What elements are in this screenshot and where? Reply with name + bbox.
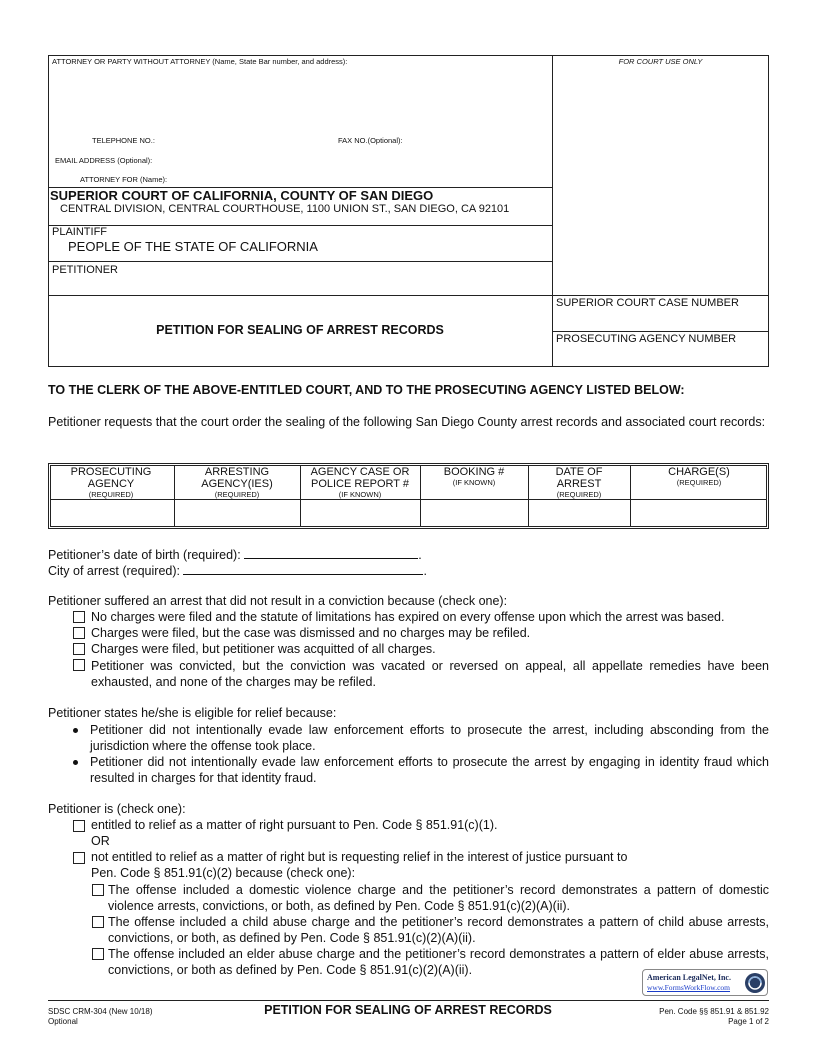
caption-hline bbox=[48, 295, 769, 296]
email-label: EMAIL ADDRESS (Optional): bbox=[55, 156, 153, 165]
arrest-intro: Petitioner suffered an arrest that did not result in a conviction because (check one): bbox=[48, 594, 508, 608]
attorney-for-label: ATTORNEY FOR (Name): bbox=[80, 175, 168, 184]
sub-option-checkbox[interactable] bbox=[92, 884, 104, 896]
sub-option-text: The offense included a domestic violence charge and the petitioner’s record demonstrates a pattern of domestic violence arrests, convictions, or both, as defined by Pen. Code § 851.91(c)(2)(A)(ii). bbox=[108, 883, 769, 913]
col-header-date-of-arrest bbox=[544, 466, 614, 500]
arrest-option-text: No charges were filed and the statute of limitations has expired on every offense upon which the arrest was based. bbox=[91, 610, 725, 624]
american-legalnet-logo[interactable] bbox=[642, 969, 768, 996]
footer-title: PETITION FOR SEALING OF ARREST RECORDS bbox=[264, 1003, 552, 1017]
caption-divider bbox=[552, 55, 553, 367]
col-note: (IF KNOWN) bbox=[338, 490, 382, 499]
eligible-intro: Petitioner states he/she is eligible for relief because: bbox=[48, 706, 337, 720]
arrest-option-text: Petitioner was convicted, but the conviction was vacated or reversed on appeal, all appellate remedies have been exhausted, and none of the charges may be refiled. bbox=[91, 659, 769, 689]
bullet-icon bbox=[73, 760, 78, 765]
footer-code: Pen. Code §§ 851.91 & 851.92 bbox=[659, 1007, 769, 1016]
agency-number-label: PROSECUTING AGENCY NUMBER bbox=[556, 333, 737, 345]
globe-icon bbox=[744, 972, 766, 994]
sub-option-text: The offense included a child abuse charge and the petitioner’s record demonstrates a pattern of child abuse arrests, convictions, or both, as defined by Pen. Code § 851.91(c)(2)(A)(ii). bbox=[108, 915, 769, 945]
caption-hline bbox=[48, 261, 552, 262]
col-label: AGENCY CASE OR POLICE REPORT # bbox=[310, 466, 410, 490]
cell-arresting-agency[interactable] bbox=[175, 500, 300, 526]
clerk-heading: TO THE CLERK OF THE ABOVE-ENTITLED COURT, AND TO THE PROSECUTING AGENCY LISTED BELOW: bbox=[48, 383, 685, 397]
right-option-checkbox[interactable] bbox=[73, 820, 85, 832]
col-header-charges bbox=[634, 466, 764, 488]
right-option-text: entitled to relief as a matter of right pursuant to Pen. Code § 851.91(c)(1). bbox=[91, 818, 498, 832]
interest-option-text: not entitled to relief as a matter of right but is requesting relief in the interest of justice pursuant to bbox=[91, 850, 628, 864]
city-row: City of arrest (required): . bbox=[48, 564, 427, 578]
col-label: DATE OF ARREST bbox=[555, 466, 603, 490]
footer-rule bbox=[48, 1000, 769, 1001]
dob-field[interactable] bbox=[244, 546, 418, 559]
petitioner-label: PETITIONER bbox=[52, 264, 119, 276]
col-header-booking bbox=[424, 466, 524, 488]
court-address: CENTRAL DIVISION, CENTRAL COURTHOUSE, 1100 UNION ST., SAN DIEGO, CA 92101 bbox=[60, 203, 510, 215]
telephone-label: TELEPHONE NO.: bbox=[92, 136, 155, 145]
city-field[interactable] bbox=[183, 562, 423, 575]
caption-hline bbox=[552, 331, 769, 332]
bullet-icon bbox=[73, 728, 78, 733]
col-label: CHARGE(S) bbox=[668, 466, 730, 478]
col-note: (REQUIRED) bbox=[676, 478, 722, 487]
footer-optional: Optional bbox=[48, 1017, 78, 1026]
arrest-option-text: Charges were filed, but petitioner was acquitted of all charges. bbox=[91, 642, 436, 656]
petitioner-is-intro: Petitioner is (check one): bbox=[48, 802, 186, 816]
or-text: OR bbox=[91, 834, 110, 848]
col-header-arresting-agency bbox=[184, 466, 290, 500]
cell-charges[interactable] bbox=[631, 500, 766, 526]
arrest-option-checkbox[interactable] bbox=[73, 627, 85, 639]
cell-case-report[interactable] bbox=[301, 500, 420, 526]
col-note: (REQUIRED) bbox=[556, 490, 602, 499]
col-note: (REQUIRED) bbox=[214, 490, 260, 499]
arrest-option-checkbox[interactable] bbox=[73, 611, 85, 623]
sub-option-checkbox[interactable] bbox=[92, 948, 104, 960]
col-header-case-report bbox=[304, 466, 416, 500]
arrest-option-text: Charges were filed, but the case was dismissed and no charges may be refiled. bbox=[91, 626, 531, 640]
city-label: City of arrest (required): bbox=[48, 564, 180, 578]
dob-label: Petitioner’s date of birth (required): bbox=[48, 548, 241, 562]
col-label: BOOKING # bbox=[443, 466, 505, 478]
col-label: PROSECUTING AGENCY bbox=[70, 466, 152, 490]
caption-hline bbox=[48, 225, 552, 226]
intro-paragraph: Petitioner requests that the court order the sealing of the following San Diego County arrest records and associated court records: bbox=[48, 415, 766, 429]
cell-date-of-arrest[interactable] bbox=[529, 500, 630, 526]
plaintiff-label: PLAINTIFF bbox=[52, 226, 108, 238]
case-number-label: SUPERIOR COURT CASE NUMBER bbox=[556, 297, 739, 309]
cell-booking[interactable] bbox=[421, 500, 528, 526]
eligible-bullet-text: Petitioner did not intentionally evade law enforcement efforts to prosecute the arrest by engaging in identity fraud which resulted in charges for that identity fraud. bbox=[90, 755, 769, 785]
sub-option-checkbox[interactable] bbox=[92, 916, 104, 928]
col-note: (REQUIRED) bbox=[88, 490, 134, 499]
logo-name: American LegalNet, Inc. bbox=[647, 973, 731, 982]
col-label: ARRESTING AGENCY(IES) bbox=[201, 466, 273, 490]
logo-url: www.FormsWorkFlow.com bbox=[647, 983, 731, 992]
fax-label: FAX NO.(Optional): bbox=[338, 136, 403, 145]
footer-form-id: SDSC CRM-304 (New 10/18) bbox=[48, 1007, 153, 1016]
interest-option-checkbox[interactable] bbox=[73, 852, 85, 864]
sub-option-text: The offense included an elder abuse charge and the petitioner’s record demonstrates a pattern of elder abuse arrests, convictions, or both as defined by Pen. Code § 851.91(c)(2)(A)(ii). bbox=[108, 947, 769, 977]
court-name: SUPERIOR COURT OF CALIFORNIA, COUNTY OF SAN DIEGO bbox=[50, 188, 434, 203]
court-use-label: FOR COURT USE ONLY bbox=[618, 57, 703, 66]
col-note: (IF KNOWN) bbox=[452, 478, 496, 487]
interest-option-text-2: Pen. Code § 851.91(c)(2) because (check one): bbox=[91, 866, 356, 880]
eligible-bullet-text: Petitioner did not intentionally evade law enforcement efforts to prosecute the arrest, including absconding from the jurisdiction where the offense took place. bbox=[90, 723, 769, 753]
dob-row: Petitioner’s date of birth (required): . bbox=[48, 548, 422, 562]
cell-prosecuting-agency[interactable] bbox=[51, 500, 174, 526]
form-title: PETITION FOR SEALING OF ARREST RECORDS bbox=[156, 323, 444, 337]
arrest-option-checkbox[interactable] bbox=[73, 643, 85, 655]
plaintiff-name: PEOPLE OF THE STATE OF CALIFORNIA bbox=[68, 239, 318, 254]
footer-page: Page 1 of 2 bbox=[728, 1017, 769, 1026]
attorney-label: ATTORNEY OR PARTY WITHOUT ATTORNEY (Name, State Bar number, and address): bbox=[52, 57, 348, 66]
arrest-option-checkbox[interactable] bbox=[73, 659, 85, 671]
col-header-prosecuting-agency bbox=[60, 466, 162, 500]
